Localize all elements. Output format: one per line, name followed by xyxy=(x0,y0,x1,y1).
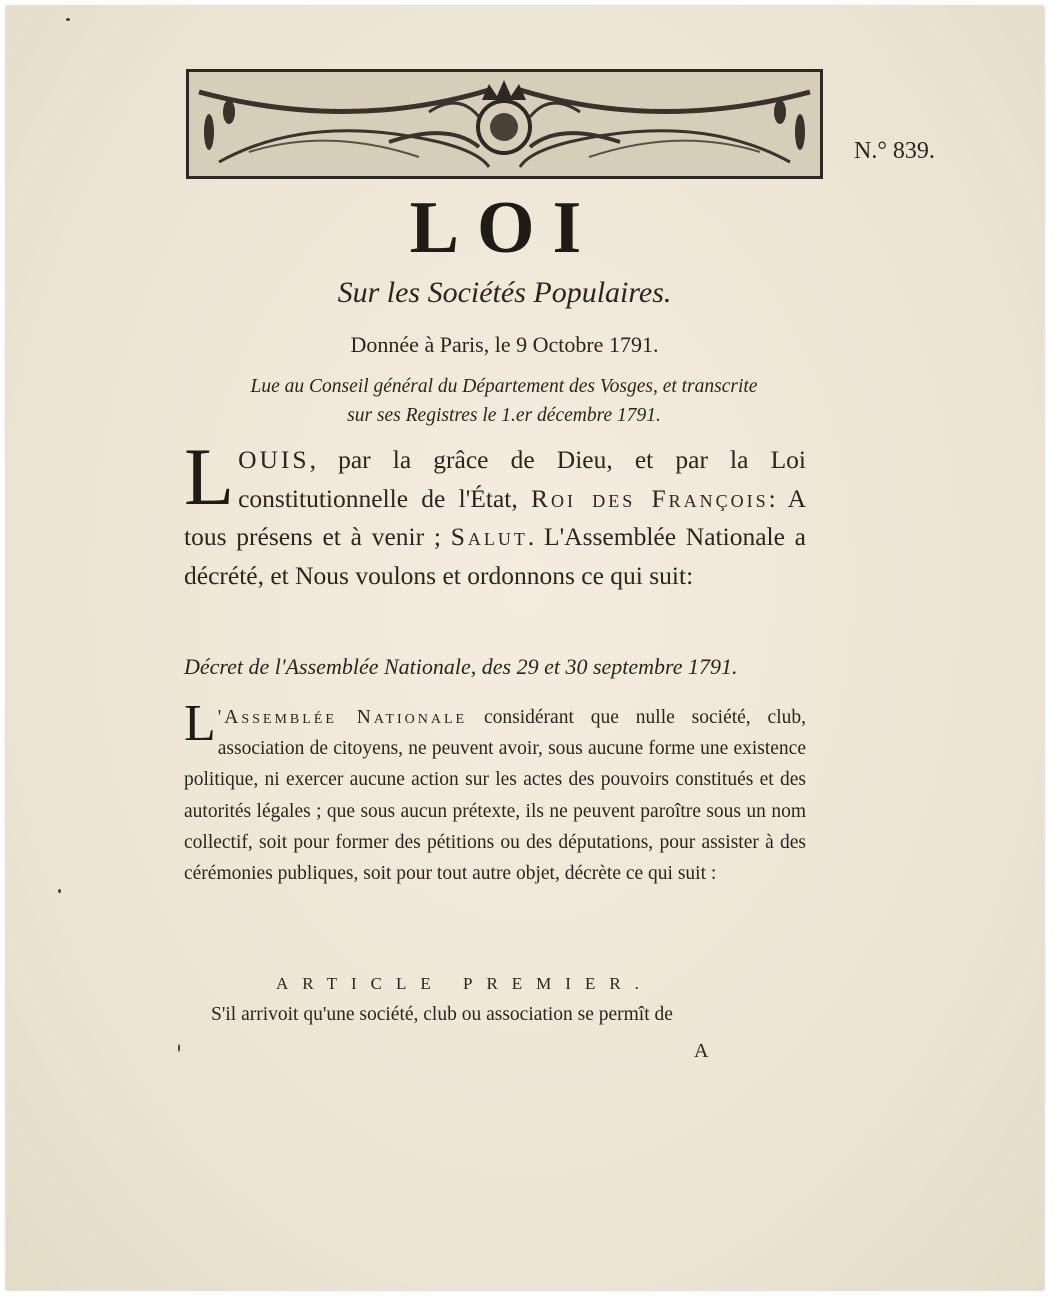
catchword: A xyxy=(694,1040,709,1062)
paper-speck xyxy=(66,18,70,21)
document-number: N.° 839. xyxy=(854,138,935,164)
given-date: Donnée à Paris, le 9 Octobre 1791. xyxy=(350,332,659,357)
preamble-opening: OUIS xyxy=(238,445,310,474)
reading-note-line-2: sur ses Registres le 1.er décembre 1791. xyxy=(347,405,661,426)
decree-title: Décret de l'Assemblée Nationale, des 29 et 30 septembre 1791. xyxy=(184,654,738,679)
article-heading: ARTICLE PREMIER. xyxy=(276,974,653,993)
preamble-text-1: , par la grâce de Dieu, et par la Loi constitutionnelle de l'État, xyxy=(238,445,806,513)
body-opening: 'Assemblée Nationale xyxy=(217,707,468,728)
ornamental-header xyxy=(186,69,823,179)
salut-word: Salut xyxy=(450,522,528,551)
body-paragraph: considérant que nulle société, club, association de citoyens, ne peuvent avoir, sous aucune forme une existence politique, ni exercer aucune action sur les actes des pouvoirs constitués et des autorités légales ; que sous aucun prétexte, ils ne peuvent paroître sous un nom collectif, soit pour former des pétitions ou des députations, pour assister à des cérémonies publiques, soit pour tout autre objet, décrète ce qui suit : xyxy=(184,707,807,885)
page-title: LOI xyxy=(409,187,600,269)
article-text: S'il arrivoit qu'une société, club ou association se permît de xyxy=(211,1004,673,1025)
king-title: Roi des François xyxy=(530,483,769,513)
body-dropcap: L xyxy=(184,695,216,752)
royal-preamble xyxy=(184,431,807,595)
crown-garland-ornament xyxy=(189,72,820,176)
document-page xyxy=(6,6,1044,1290)
paper-speck xyxy=(58,889,61,893)
preamble-text-2: : A tous présens et à venir ; xyxy=(184,483,807,551)
preamble-dropcap: L xyxy=(184,431,235,522)
preamble-text-3: . L'Assemblée Nationale a décrété, et Nous voulons et ordonnons ce qui suit: xyxy=(184,522,807,590)
decree-body xyxy=(184,695,807,889)
paper-speck xyxy=(178,1044,180,1052)
document-subtitle: Sur les Sociétés Populaires. xyxy=(337,276,672,309)
reading-note-line-1: Lue au Conseil général du Département des Vosges, et transcrite xyxy=(250,376,758,397)
reading-note xyxy=(184,372,824,430)
